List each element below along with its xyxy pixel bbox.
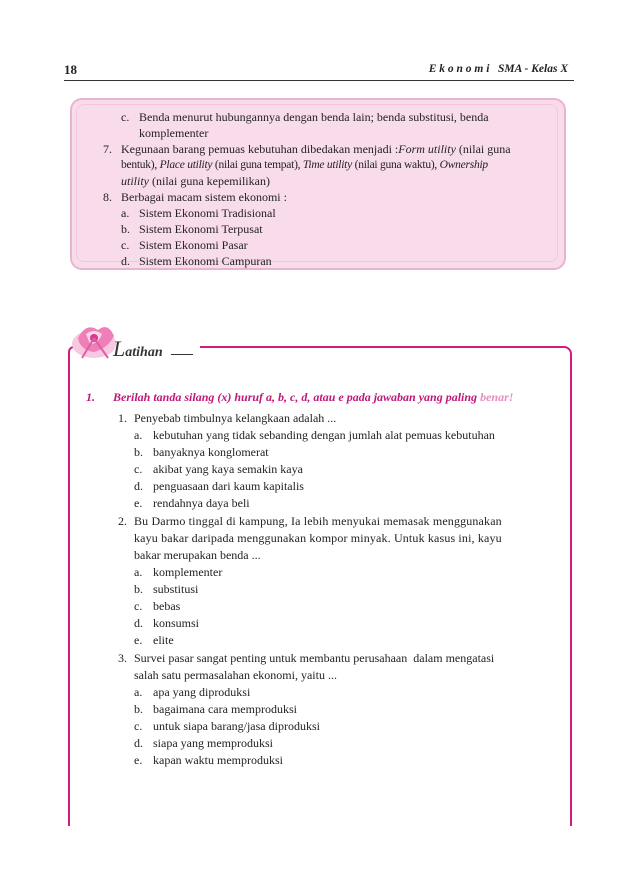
latihan-heading-cap: L [113,336,126,361]
question-text: Penyebab timbulnya kelangkaan adalah ... [134,411,337,425]
option-letter: e. [134,496,143,510]
system-option-text: Sistem Ekonomi Campuran [139,254,272,268]
item7-l1-pre: Kegunaan barang pemuas kebutuhan dibedakan menjadi : [121,142,399,156]
summary-item-c-cont: komplementer [139,126,209,140]
option-text: siapa yang memproduksi [153,736,273,750]
option-text: kapan waktu memproduksi [153,753,283,767]
latihan-heading-rest: atihan [125,345,163,360]
summary-item-7-line3 [121,173,270,189]
latihan-underline [171,354,193,355]
option-text: banyaknya konglomerat [153,445,269,459]
item7-ownership: Ownership [439,159,488,171]
option-letter: c. [134,462,143,476]
option-letter: a. [134,685,143,699]
item7-l2-e: (nilai guna waktu), [351,159,440,171]
instruction-main: Berilah tanda silang (x) huruf a, b, c, d, atau e pada jawaban yang paling [113,390,481,404]
system-option-letter: d. [121,254,130,268]
summary-item-c-letter: c. [121,110,130,124]
instruction-number: 1. [86,390,95,404]
option-text: bagaimana cara memproduksi [153,702,297,716]
summary-item-7-line1 [121,141,511,157]
page-number: 18 [64,62,77,77]
option-text: konsumsi [153,616,200,630]
option-letter: c. [134,719,143,733]
instruction-highlight: benar! [480,390,514,404]
option-letter: b. [134,702,143,716]
option-letter: d. [134,479,143,493]
option-text: komplementer [153,565,223,579]
option-text: elite [153,633,174,647]
summary-item-c-text: Benda menurut hubungannya dengan benda lain; benda substitusi, benda [139,110,489,124]
option-letter: d. [134,736,143,750]
instruction-text [113,390,513,405]
option-text: untuk siapa barang/jasa diproduksi [153,719,320,733]
item7-form-utility: Form utility [398,142,456,156]
option-letter: b. [134,445,143,459]
item7-l1-post: (nilai guna [455,142,511,156]
option-text: substitusi [153,582,199,596]
question-number: 1. [118,411,127,425]
item7-l3-post: (nilai guna kepemilikan) [149,174,270,188]
running-title: E k o n o m i SMA - Kelas X [428,63,568,75]
question-text: kayu bakar daripada menggunakan kompor minyak. Untuk kasus ini, kayu [134,531,502,545]
question-text: salah satu permasalahan ekonomi, yaitu ... [134,668,337,682]
option-text: kebutuhan yang tidak sebanding dengan jumlah alat pemuas kebutuhan [153,428,495,442]
item7-l2-c: (nilai guna tempat), [212,159,303,171]
option-text: bebas [153,599,181,613]
item7-time-utility: Time utility [302,159,352,171]
question-text: bakar merupakan benda ... [134,548,261,562]
question-text: Bu Darmo tinggal di kampung, Ia lebih menyukai memasak menggunakan [134,514,502,528]
question-text: Survei pasar sangat penting untuk membantu perusahaan dalam mengatasi [134,651,495,665]
header-rule [64,80,574,81]
system-option-text: Sistem Ekonomi Terpusat [139,222,263,236]
latihan-heading [113,336,163,362]
system-option-text: Sistem Ekonomi Tradisional [139,206,276,220]
system-option-letter: c. [121,238,130,252]
summary-item-7-num: 7. [103,142,112,156]
option-letter: e. [134,633,143,647]
option-text: rendahnya daya beli [153,496,250,510]
option-text: penguasaan dari kaum kapitalis [153,479,304,493]
system-option-text: Sistem Ekonomi Pasar [139,238,248,252]
summary-item-8-title: Berbagai macam sistem ekonomi : [121,190,287,204]
option-letter: e. [134,753,143,767]
option-letter: b. [134,582,143,596]
summary-item-7-line2 [121,157,488,173]
system-option-letter: a. [121,206,130,220]
item7-l2-a: bentuk), [121,159,160,171]
option-letter: d. [134,616,143,630]
option-letter: c. [134,599,143,613]
option-text: akibat yang kaya semakin kaya [153,462,303,476]
item7-place-utility: Place utility [159,159,213,171]
option-text: apa yang diproduksi [153,685,251,699]
item7-utility: utility [121,174,149,188]
option-letter: a. [134,565,143,579]
system-option-letter: b. [121,222,130,236]
summary-item-8-num: 8. [103,190,112,204]
option-letter: a. [134,428,143,442]
question-number: 3. [118,651,127,665]
question-number: 2. [118,514,127,528]
